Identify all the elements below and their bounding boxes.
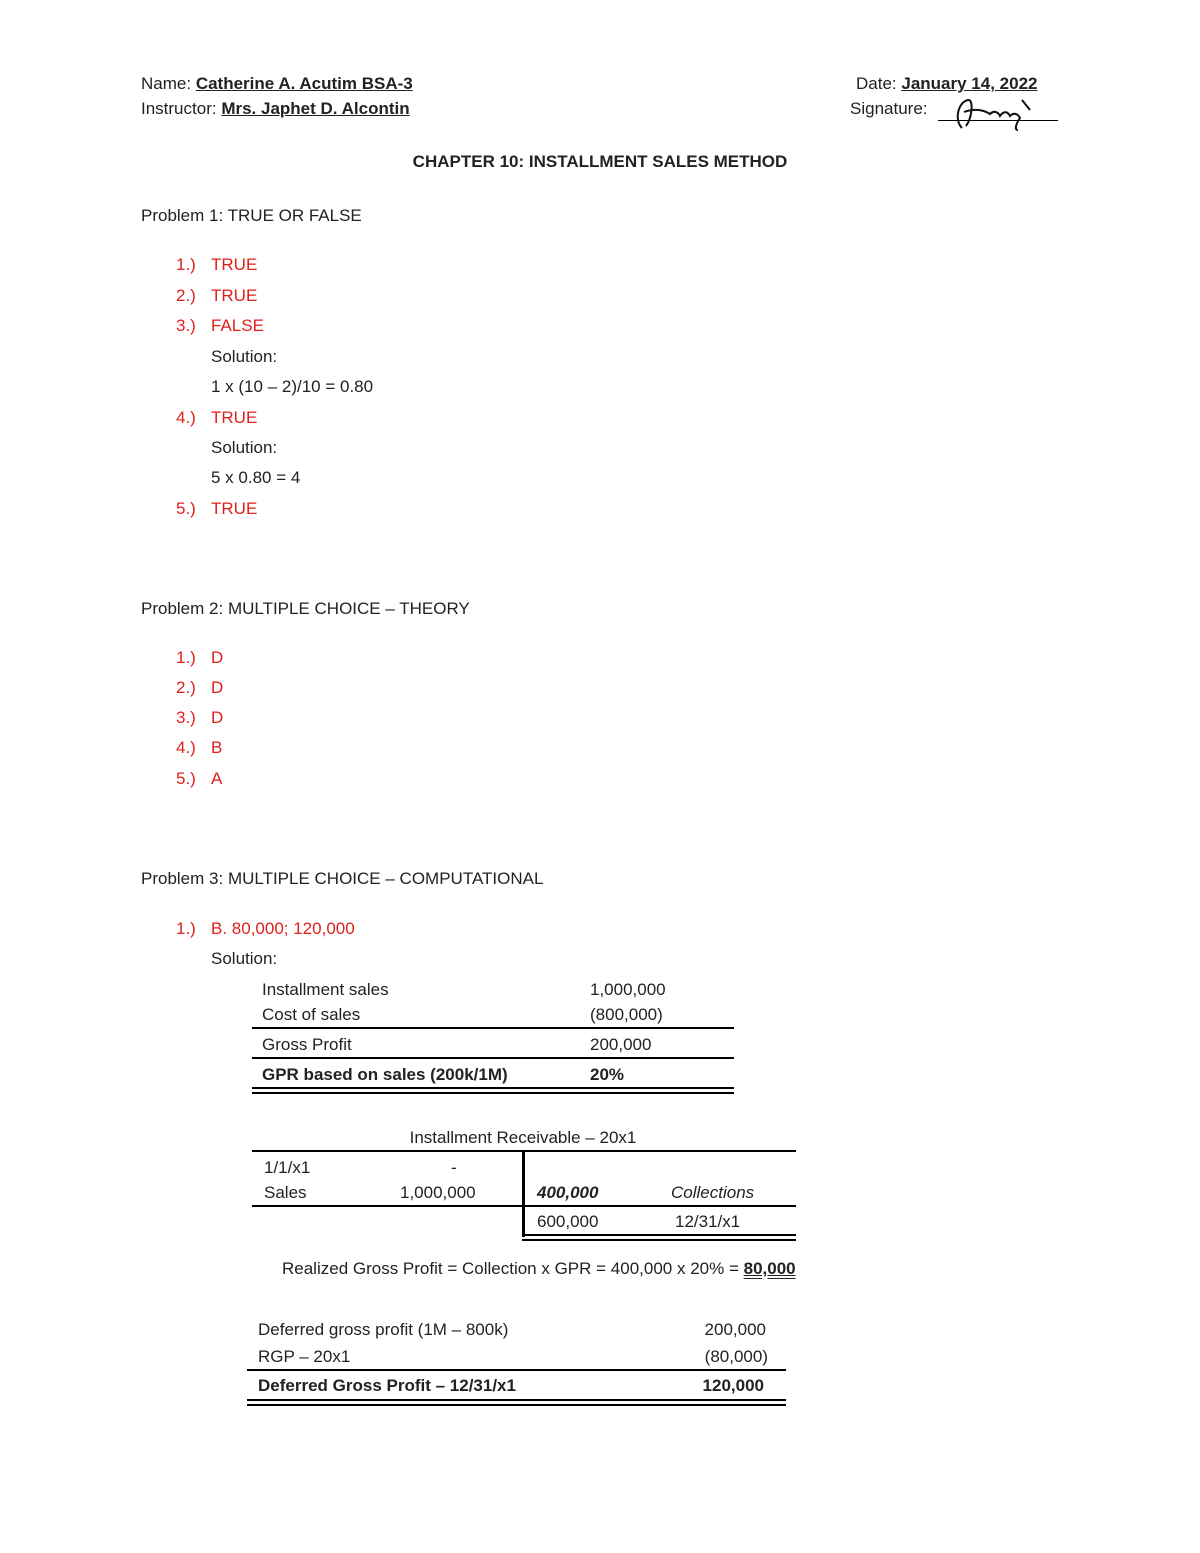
gp-row-cost-of-sales-value: (800,000) [590, 1005, 663, 1024]
dgp-row3-label: Deferred Gross Profit – 12/31/x1 [258, 1376, 516, 1395]
t-right-row1-label: Collections [671, 1183, 755, 1202]
p2-item1-num: 1.) [176, 648, 196, 667]
t-right-balance-value: 600,000 [537, 1212, 599, 1231]
dgp-double-rule [247, 1399, 786, 1406]
dgp-row1-label: Deferred gross profit (1M – 800k) [258, 1320, 509, 1339]
problem1-heading-prefix: Problem 1: [141, 206, 224, 225]
p1-item3-solution: 1 x (10 – 2)/10 = 0.80 [211, 377, 374, 396]
signature-line [850, 99, 928, 119]
p2-item4-answer: B [211, 738, 223, 757]
gp-row-installment-sales-value: 1,000,000 [590, 980, 666, 999]
name-label: Name: [141, 74, 192, 93]
problem3-heading-text: MULTIPLE CHOICE – COMPUTATIONAL [227, 869, 544, 888]
t-left-row1-value: - [451, 1158, 457, 1177]
p2-item5-num: 5.) [176, 769, 196, 788]
p1-item2-num: 2.) [176, 286, 196, 305]
p3-item1-answer: B. 80,000; 120,000 [211, 919, 355, 938]
t-account-title: Installment Receivable – 20x1 [409, 1128, 637, 1147]
gp-row-gross-profit-label: Gross Profit [262, 1035, 352, 1054]
p1-item3-solution-label: Solution: [211, 347, 278, 366]
problem1-heading-text: TRUE OR FALSE [227, 206, 362, 225]
p2-item3-num: 3.) [176, 708, 196, 727]
gp-row-gpr-label: GPR based on sales (200k/1M) [262, 1065, 508, 1084]
t-left-row1-label: 1/1/x1 [264, 1158, 311, 1177]
gp-rule-2 [252, 1057, 734, 1059]
p1-item1-num: 1.) [176, 255, 196, 274]
p2-item2-num: 2.) [176, 678, 196, 697]
p1-item4-solution-label: Solution: [211, 438, 278, 457]
dgp-row2-value: (80,000) [704, 1347, 768, 1366]
instructor-label: Instructor: [141, 99, 217, 118]
t-account-mid-rule [252, 1205, 796, 1207]
student-name: Catherine A. Acutim BSA-3 [195, 74, 413, 93]
p3-item1-solution-label: Solution: [211, 949, 278, 968]
problem1-heading [141, 206, 362, 226]
p1-item3-num: 3.) [176, 316, 196, 335]
dgp-row3-value: 120,000 [702, 1376, 764, 1395]
p2-item5-answer: A [211, 769, 223, 788]
p1-item2-answer: TRUE [211, 286, 258, 305]
dgp-rule [247, 1369, 786, 1371]
p2-item4-num: 4.) [176, 738, 196, 757]
t-right-row1-value: 400,000 [537, 1183, 599, 1202]
problem2-heading-prefix: Problem 2: [141, 599, 224, 618]
name-line [141, 74, 413, 94]
rgp-formula-line [282, 1259, 796, 1279]
p2-item3-answer: D [211, 708, 224, 727]
t-account-balance-double-rule [522, 1234, 796, 1241]
gp-row-gross-profit-value: 200,000 [590, 1035, 652, 1054]
dgp-row1-value: 200,000 [704, 1320, 766, 1339]
date-label: Date: [856, 74, 897, 93]
page-title: CHAPTER 10: INSTALLMENT SALES METHOD [412, 152, 788, 171]
date-value: January 14, 2022 [901, 74, 1038, 93]
p3-item1-num: 1.) [176, 919, 196, 938]
t-left-row2-label: Sales [264, 1183, 307, 1202]
instructor-name: Mrs. Japhet D. Alcontin [221, 99, 410, 118]
rgp-result: 80,000 [743, 1259, 796, 1278]
problem2-heading [141, 599, 470, 619]
gp-rule-1 [252, 1027, 734, 1029]
signature-scribble [944, 90, 1034, 132]
gp-double-rule [252, 1087, 734, 1094]
p2-item1-answer: D [211, 648, 224, 667]
gp-row-installment-sales-label: Installment sales [262, 980, 389, 999]
t-account-divider [522, 1151, 525, 1237]
problem2-heading-text: MULTIPLE CHOICE – THEORY [227, 599, 470, 618]
p1-item3-answer: FALSE [211, 316, 264, 335]
t-right-balance-label: 12/31/x1 [675, 1212, 741, 1231]
dgp-row2-label: RGP – 20x1 [258, 1347, 351, 1366]
p1-item5-num: 5.) [176, 499, 196, 518]
problem3-heading-prefix: Problem 3: [141, 869, 224, 888]
p1-item5-answer: TRUE [211, 499, 258, 518]
instructor-line [141, 99, 410, 119]
problem3-heading [141, 869, 543, 889]
p1-item4-solution: 5 x 0.80 = 4 [211, 468, 301, 487]
gp-row-gpr-value: 20% [590, 1065, 625, 1084]
p1-item4-num: 4.) [176, 408, 196, 427]
signature-label: Signature: [850, 99, 928, 118]
t-left-row2-value: 1,000,000 [400, 1183, 476, 1202]
p1-item4-answer: TRUE [211, 408, 258, 427]
gp-row-cost-of-sales-label: Cost of sales [262, 1005, 361, 1024]
p2-item2-answer: D [211, 678, 224, 697]
rgp-formula: Realized Gross Profit = Collection x GPR = 400,000 x 20% = [282, 1259, 739, 1278]
p1-item1-answer: TRUE [211, 255, 258, 274]
